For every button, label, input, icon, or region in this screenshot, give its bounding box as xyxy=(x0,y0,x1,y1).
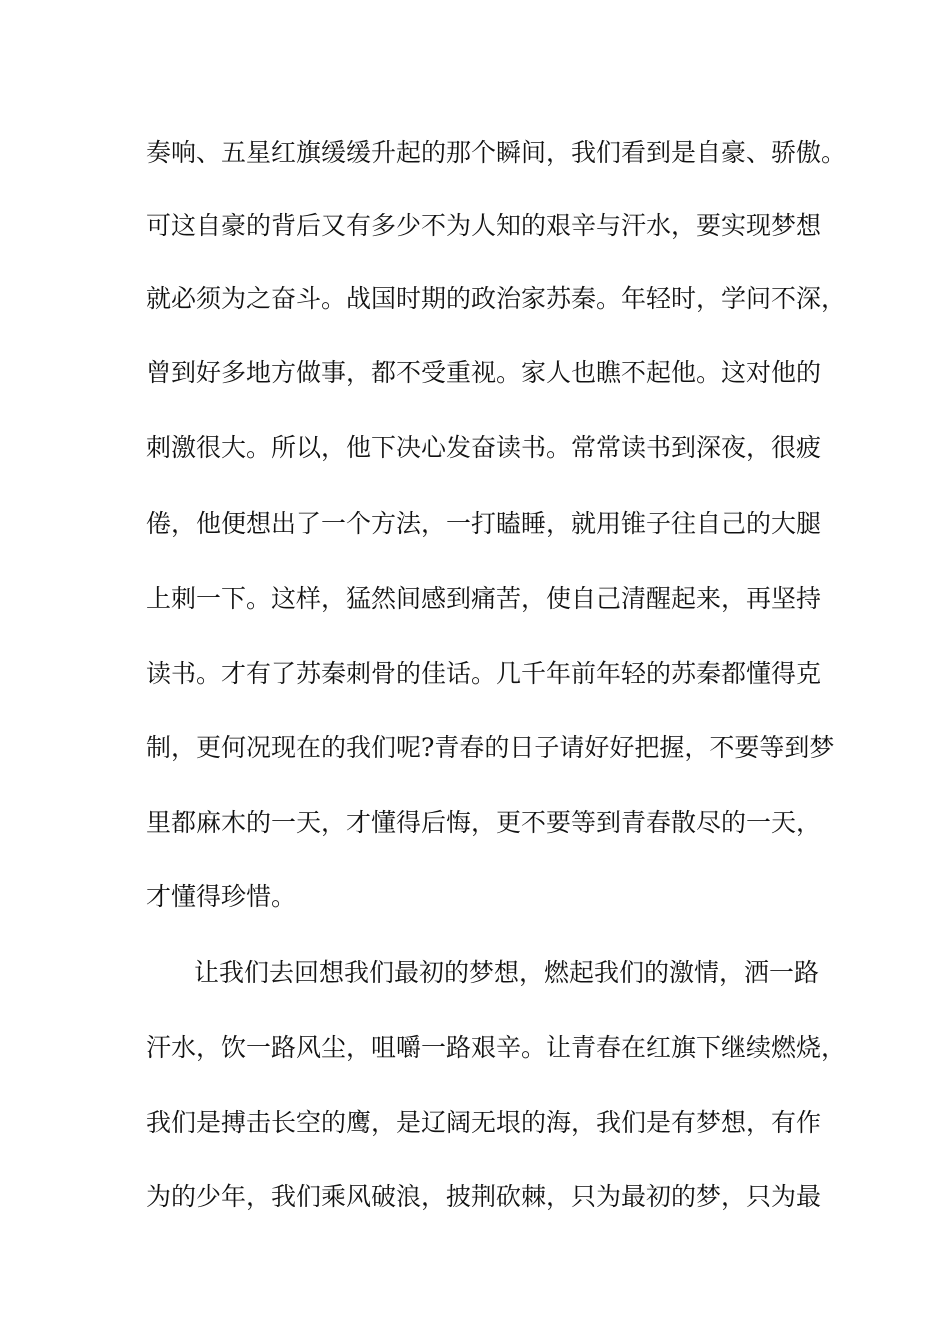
text-line: 制，更何况现在的我们呢?青春的日子请好好把握，不要等到梦 xyxy=(146,733,835,762)
text-line: 才懂得珍惜。 xyxy=(146,882,297,911)
text-line: 就必须为之奋斗。战国时期的政治家苏秦。年轻时，学问不深， xyxy=(146,284,847,313)
text-line: 为的少年，我们乘风破浪，披荆砍棘，只为最初的梦，只为最 xyxy=(146,1182,822,1211)
paragraph-first-line: 让我们去回想我们最初的梦想，燃起我们的激情，洒一路 xyxy=(194,958,820,987)
text-line: 曾到好多地方做事，都不受重视。家人也瞧不起他。这对他的 xyxy=(146,358,822,387)
text-line: 我们是搏击长空的鹰，是辽阔无垠的海，我们是有梦想，有作 xyxy=(146,1108,822,1137)
text-line: 上刺一下。这样，猛然间感到痛苦，使自己清醒起来，再坚持 xyxy=(146,584,822,613)
text-line: 倦，他便想出了一个方法，一打瞌睡，就用锥子往自己的大腿 xyxy=(146,509,822,538)
text-line: 读书。才有了苏秦刺骨的佳话。几千年前年轻的苏秦都懂得克 xyxy=(146,659,822,688)
text-line: 里都麻木的一天，才懂得后悔，更不要等到青春散尽的一天， xyxy=(146,808,822,837)
text-line: 刺激很大。所以，他下决心发奋读书。常常读书到深夜，很疲 xyxy=(146,433,822,462)
text-line: 可这自豪的背后又有多少不为人知的艰辛与汗水，要实现梦想 xyxy=(146,211,822,240)
text-line: 汗水，饮一路风尘，咀嚼一路艰辛。让青春在红旗下继续燃烧， xyxy=(146,1033,847,1062)
text-line: 奏响、五星红旗缓缓升起的那个瞬间，我们看到是自豪、骄傲。 xyxy=(146,138,847,167)
